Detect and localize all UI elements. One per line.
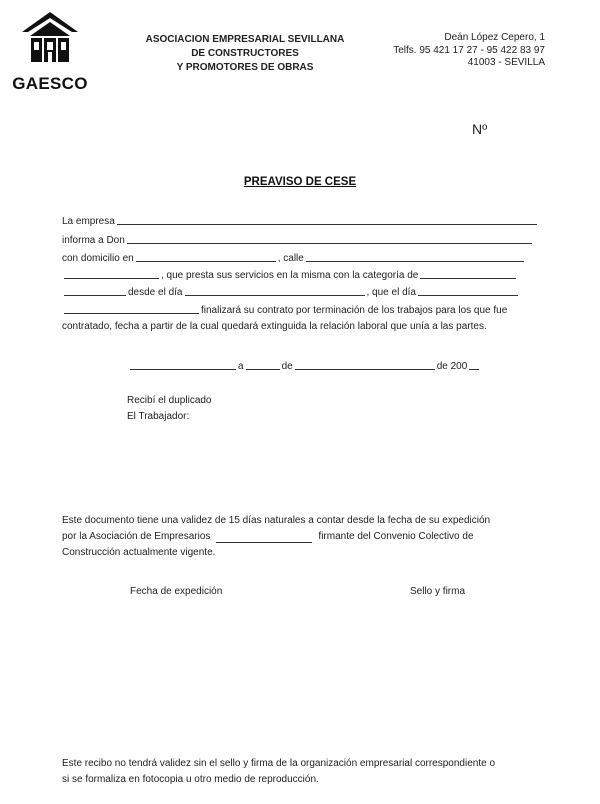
validity-line-2-start: por la Asociación de Empresarios xyxy=(62,531,211,542)
bottom-note xyxy=(62,756,582,788)
mes-field[interactable] xyxy=(295,360,435,370)
receipt-block xyxy=(127,393,212,425)
asociacion-empresarios-field[interactable] xyxy=(216,533,312,543)
validity-line-2 xyxy=(62,529,562,545)
organization-name xyxy=(125,33,365,75)
org-line-1: ASOCIACION EMPRESARIAL SEVILLANA xyxy=(145,34,345,45)
calle-continuation-field[interactable] xyxy=(64,269,159,279)
fecha-fin-continuation-field[interactable] xyxy=(64,304,199,314)
gaesco-logo xyxy=(10,10,90,94)
org-line-2: DE CONSTRUCTORES xyxy=(191,48,299,59)
document-title: PREAVISO DE CESE xyxy=(243,176,357,188)
organization-address xyxy=(393,32,545,70)
calle-label: , calle xyxy=(277,253,304,264)
form-row-empresa xyxy=(62,215,539,227)
desde-fecha-field[interactable] xyxy=(185,286,365,296)
categoria-continuation-field[interactable] xyxy=(64,286,126,296)
address-city: 41003 - SEVILLA xyxy=(467,57,545,68)
finalizara-text: finalizará su contrato por terminación de los trabajos para los que fue xyxy=(201,305,508,316)
validity-line-2-end: firmante del Convenio Colectivo de xyxy=(318,531,474,542)
domicilio-field[interactable] xyxy=(136,252,276,262)
sello-firma-label: Sello y firma xyxy=(410,586,466,597)
desde-label: desde el día xyxy=(128,287,183,298)
validity-line-1: Este documento tiene una validez de 15 días naturales a contar desde la fecha de su expedición xyxy=(62,515,491,526)
date-year-label: de 200 xyxy=(436,361,468,372)
logo-text: GAESCO xyxy=(12,74,88,93)
date-de-label: de xyxy=(281,361,293,372)
bottom-note-line-2: si se formaliza en fotocopia u otro medio de reproducción. xyxy=(62,774,319,785)
document-number-label: Nº xyxy=(472,121,488,137)
empresa-label: La empresa xyxy=(62,216,115,227)
receipt-line-2: El Trabajador: xyxy=(127,411,190,422)
year-field[interactable] xyxy=(469,360,479,370)
date-line xyxy=(128,360,481,372)
building-logo-icon xyxy=(20,10,80,66)
validity-paragraph xyxy=(62,513,562,561)
validity-line-3: Construcción actualmente vigente. xyxy=(62,547,216,558)
form-row-fechas xyxy=(62,286,520,298)
lugar-field[interactable] xyxy=(130,360,236,370)
bottom-note-line-1: Este recibo no tendrá validez sin el sello y firma de la organización empresarial correspondiente o xyxy=(62,758,496,769)
categoria-field[interactable] xyxy=(420,269,516,279)
form-row-informa xyxy=(62,234,534,246)
form-row-categoria xyxy=(62,269,518,281)
fecha-expedicion-label: Fecha de expedición xyxy=(130,586,223,597)
que-el-dia-label: , que el día xyxy=(366,287,416,298)
dia-field[interactable] xyxy=(246,360,280,370)
address-street: Deán López Cepero, 1 xyxy=(444,32,545,43)
contratado-text: contratado, fecha a partir de la cual quedará extinguida la relación laboral que unía a las partes. xyxy=(62,321,487,332)
presta-label: , que presta sus servicios en la misma con la categoría de xyxy=(161,270,419,281)
form-row-finalizara xyxy=(62,304,507,316)
domicilio-label: con domicilio en xyxy=(62,253,134,264)
form-row-contratado xyxy=(62,321,487,332)
empresa-field[interactable] xyxy=(117,215,537,225)
form-row-domicilio xyxy=(62,252,526,264)
receipt-line-1: Recibí el duplicado xyxy=(127,395,212,406)
trabajador-name-field[interactable] xyxy=(127,234,532,244)
org-line-3: Y PROMOTORES DE OBRAS xyxy=(176,62,314,73)
informa-label: informa a Don xyxy=(62,235,125,246)
address-phones: Telfs. 95 421 17 27 - 95 422 83 97 xyxy=(393,44,545,56)
date-a-label: a xyxy=(238,361,244,372)
fecha-fin-field[interactable] xyxy=(418,286,518,296)
calle-field[interactable] xyxy=(306,252,524,262)
